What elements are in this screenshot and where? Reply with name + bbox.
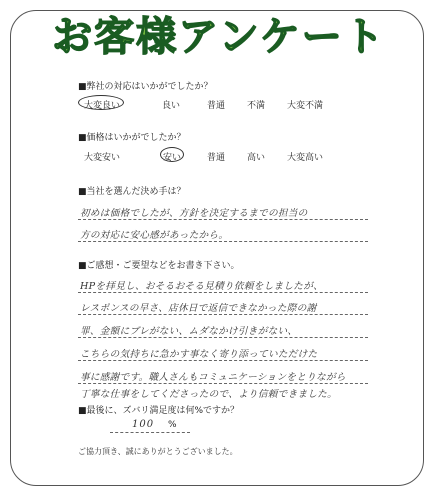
comment-line-3: 罪、金額にブレがない、ムダなかけ引きがない、 — [80, 326, 298, 337]
answer-underline — [78, 360, 368, 361]
option-price-2[interactable]: 安い — [163, 153, 182, 163]
options-service — [78, 98, 378, 112]
question-comments: ■ご感想・ご要望などをお書き下さい。 — [78, 261, 240, 271]
thank-you-note: ご協力頂き、誠にありがとうございました。 — [78, 447, 238, 456]
comment-line-4: こちらの気持ちに急かす事なく寄り添っていただけた — [80, 349, 318, 360]
option-price-1[interactable]: 大変安い — [84, 153, 121, 163]
question-price: ■価格はいかがでしたか？ — [78, 133, 186, 143]
option-service-4[interactable]: 不満 — [247, 101, 266, 111]
comment-line-1: HPを拝見し、おそるおそる見積り依頼をしましたが、 — [80, 281, 323, 292]
comment-line-6: 丁寧な仕事をしてくださったので、より信頼できました。 — [80, 389, 338, 400]
answer-underline — [78, 219, 368, 220]
question-reason: ■当社を選んだ決め手は？ — [78, 187, 186, 197]
percent-unit: % — [168, 420, 177, 430]
answer-underline — [78, 241, 368, 242]
question-satisfaction: ■最後に、ズバリ満足度は何%ですか？ — [78, 406, 240, 416]
page-title: お客様アンケート — [52, 14, 386, 60]
answer-underline — [78, 314, 368, 315]
option-service-5[interactable]: 大変不満 — [287, 101, 324, 111]
options-price — [78, 150, 378, 164]
answer-underline — [78, 337, 368, 338]
comment-line-2: レスポンスの早さ、店休日で返信できなかった際の謝 — [80, 303, 317, 314]
question-service: ■弊社の対応はいかがでしたか？ — [78, 82, 213, 92]
option-service-2[interactable]: 良い — [162, 101, 181, 111]
answer-underline — [78, 383, 368, 384]
answer-underline — [110, 432, 190, 433]
answer-underline — [78, 292, 368, 293]
option-service-3[interactable]: 普通 — [207, 101, 226, 111]
option-price-5[interactable]: 大変高い — [287, 153, 324, 163]
satisfaction-value[interactable]: 100 — [132, 419, 155, 430]
option-service-1[interactable]: 大変良い — [84, 101, 121, 111]
reason-answer-line-1: 初めは価格でしたが、方針を決定するまでの担当の — [80, 208, 308, 219]
comment-line-5: 事に感謝です。職人さんもコミュニケーションをとりながら — [80, 372, 346, 383]
reason-answer-line-2: 方の対応に安心感があったから。 — [80, 230, 229, 241]
option-price-4[interactable]: 高い — [247, 153, 266, 163]
option-price-3[interactable]: 普通 — [207, 153, 226, 163]
